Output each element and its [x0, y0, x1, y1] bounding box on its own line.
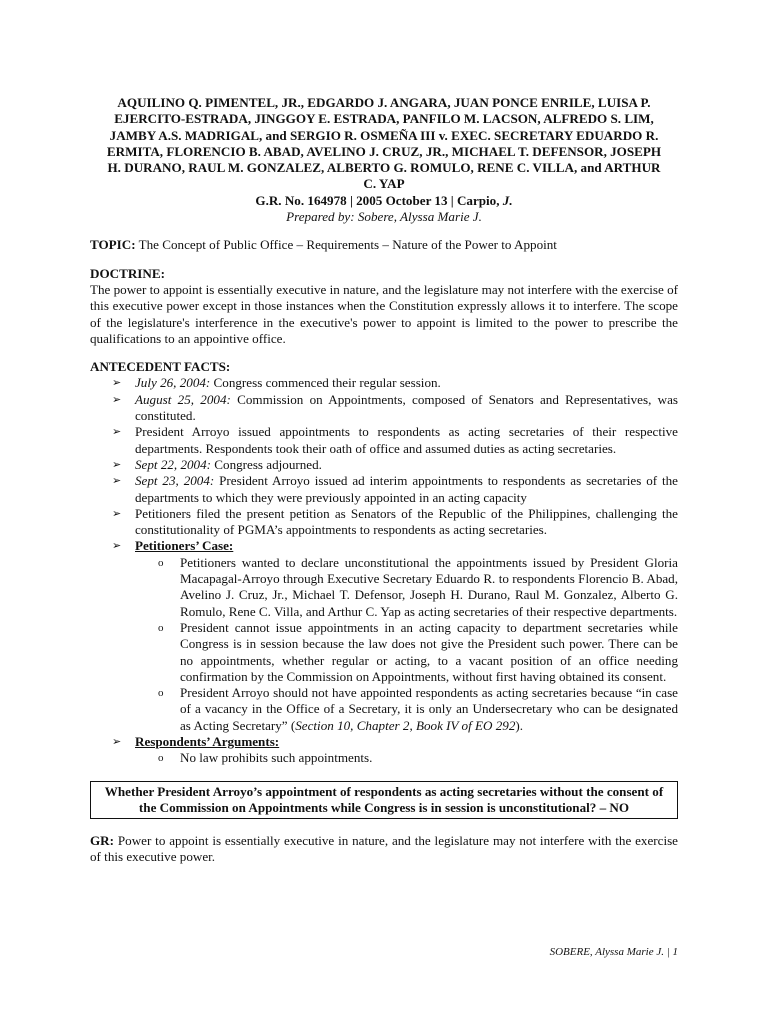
arrow-bullet-icon: ➢ [112, 735, 122, 748]
circle-bullet-icon: o [158, 687, 164, 700]
fact-item: ➢ Sept 23, 2004: President Arroyo issued ad interim appointments to respondents as secretaries of the departments to which they were previously appointed in an acting capacity [112, 473, 678, 505]
fact-item: ➢ Sept 22, 2004: Congress adjourned. [112, 456, 322, 472]
case-title-line: JAMBY A.S. MADRIGAL, and SERGIO R. OSMEÑA III v. EXEC. SECRETARY EDUARDO R. [109, 127, 659, 143]
facts-list [90, 375, 678, 766]
fact-item: ➢ President Arroyo issued appointments to respondents as acting secretaries of their respective departments. Respondents took their oath of office and assumed duties as acting secretaries. [112, 424, 678, 456]
gr-text: Power to appoint is essentially executive in nature, and the legislature may not interfere with the exercise of this executive power. [90, 833, 678, 865]
case-title [90, 95, 678, 193]
document-page [90, 95, 678, 866]
list-item: o Petitioners wanted to declare unconstitutional the appointments issued by President Gloria Macapagal-Arroyo through Executive Secretary Eduardo R. to respondents Florencio B. Abad, Avelino J. Cruz, Jr., Michael T. Defensor, Joseph H. Durano, Raul M. Gonzalez, Alberto G. Romulo, Rene C. Villa, and Arthur C. Yap as acting secretaries of their respective departments. [158, 554, 678, 619]
arrow-bullet-icon: ➢ [112, 540, 122, 553]
arrow-bullet-icon: ➢ [112, 475, 122, 488]
arrow-bullet-icon: ➢ [112, 507, 122, 520]
circle-bullet-icon: o [158, 752, 164, 765]
topic-line [90, 237, 678, 253]
petitioners-case-heading: Petitioners’ Case: [135, 538, 234, 554]
respondents-args-heading: Respondents’ Arguments: [135, 733, 280, 749]
case-title-line: EJERCITO-ESTRADA, JINGGOY E. ESTRADA, PANFILO M. LACSON, ALFREDO S. LIM, [114, 111, 654, 127]
case-title-line: C. YAP [363, 176, 405, 192]
doctrine-text: The power to appoint is essentially executive in nature, and the legislature may not interfere with the exercise of this executive power except in those instances when the Constitution expressly allows it to interfere. The scope of the legislature's interference in the executive's power to appoint is limited to the power to prescribe the qualifications to an appointive office. [90, 281, 678, 346]
list-item: o President cannot issue appointments in an acting capacity to department secretaries while Congress is in session because the law does not give the President such power. There can be no appointments, whether regular or acting, to a vacant position of an office needing confirmation by the Commission on Appointments, without first having obtained its consent. [158, 619, 678, 684]
list-item: o No law prohibits such appointments. [158, 750, 373, 766]
page-footer: SOBERE, Alyssa Marie J. | 1 [549, 946, 678, 958]
doctrine-heading: DOCTRINE: [90, 265, 165, 281]
case-title-line: H. DURANO, RAUL M. GONZALEZ, ALBERTO G. ROMULO, RENE C. VILLA, and ARTHUR [107, 160, 661, 176]
issue-box: Whether President Arroyo’s appointment of respondents as acting secretaries without the consent of the Commission on Appointments while Congress is in session is unconstitutional? – NO [90, 781, 678, 820]
prepared-by: Prepared by: Sobere, Alyssa Marie J. [286, 209, 482, 225]
case-number: G.R. No. 164978 | 2005 October 13 | Carpio, J. [255, 192, 513, 208]
respondents-args-item [90, 734, 678, 767]
arrow-bullet-icon: ➢ [112, 393, 122, 406]
fact-item: ➢ August 25, 2004: Commission on Appointments, composed of Senators and Representatives, was constituted. [112, 391, 678, 424]
list-item: o President Arroyo should not have appointed respondents as acting secretaries because “in case of a vacancy in the Office of a Secretary, it is only an Undersecretary who can be designated as Acting Secretary” (Section 10, Chapter 2, Book IV of EO 292). [158, 685, 678, 733]
circle-bullet-icon: o [158, 556, 164, 569]
case-title-line: AQUILINO Q. PIMENTEL, JR., EDGARDO J. ANGARA, JUAN PONCE ENRILE, LUISA P. [117, 95, 651, 110]
facts-heading: ANTECEDENT FACTS: [90, 359, 231, 375]
petitioners-case-item [90, 538, 678, 734]
fact-item: ➢ July 26, 2004: Congress commenced their regular session. [112, 375, 441, 391]
arrow-bullet-icon: ➢ [112, 458, 122, 471]
petitioners-case-list [90, 555, 678, 734]
gr-paragraph [90, 833, 678, 866]
circle-bullet-icon: o [158, 621, 164, 634]
case-title-line: ERMITA, FLORENCIO B. ABAD, AVELINO J. CRUZ, JR., MICHAEL T. DEFENSOR, JOSEPH [106, 143, 662, 159]
arrow-bullet-icon: ➢ [112, 377, 122, 390]
gr-label: GR: [90, 833, 115, 849]
fact-item: ➢ Petitioners filed the present petition as Senators of the Republic of the Philippines, challenging the constitutionality of PGMA’s appointments to respondents as acting secretaries. [112, 505, 678, 538]
arrow-bullet-icon: ➢ [112, 426, 122, 439]
topic-text: The Concept of Public Office – Requirements – Nature of the Power to Appoint [135, 237, 557, 253]
topic-label: TOPIC: [90, 237, 136, 253]
respondents-args-list [90, 750, 678, 766]
